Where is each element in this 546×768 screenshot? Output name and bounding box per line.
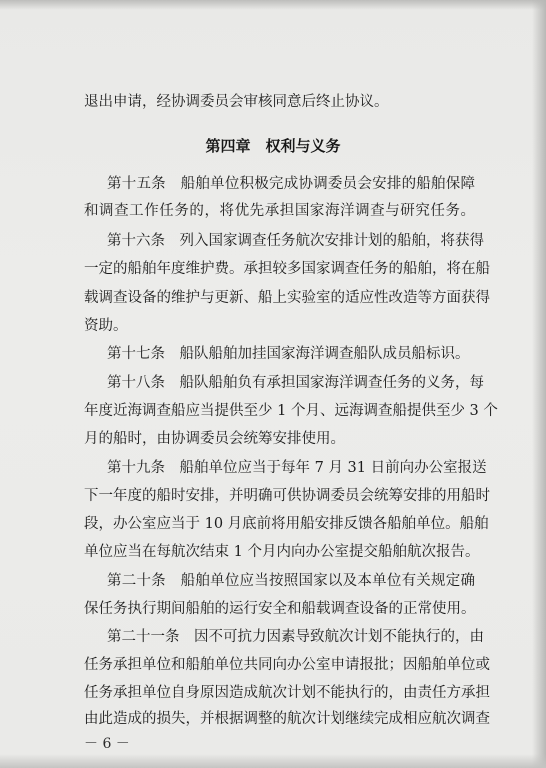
article-18-line-1: 第十八条 船队船舶负有承担国家海洋调查任务的义务，每: [107, 375, 484, 391]
chapter-heading: 第四章 权利与义务: [205, 137, 341, 155]
opening-line: 退出申请，经协调委员会审核同意后终止协议。: [84, 94, 389, 110]
scan-shadow-top: [0, 0, 546, 10]
scan-shadow-bottom: [0, 754, 546, 768]
article-20-line-2: 保任务执行期间船舶的运行安全和船载调查设备的正常使用。: [84, 601, 476, 617]
article-15-line-1: 第十五条 船舶单位积极完成协调委员会安排的船舶保障: [107, 176, 475, 192]
article-16-line-3: 载调查设备的维护与更新、船上实验室的适应性改造等方面获得: [84, 290, 490, 306]
article-18-line-2: 年度近海调查船应当提供至少 1 个月、远海调查船提供至少 3 个: [84, 403, 498, 419]
article-19-line-3: 段，办公室应当于 10 月底前将用船安排反馈各船舶单位。船舶: [84, 516, 489, 532]
scan-shadow-right: [532, 0, 546, 768]
article-17-line-1: 第十七条 船队船舶加挂国家海洋调查船队成员船标识。: [107, 346, 470, 362]
article-16-line-4: 资助。: [84, 318, 128, 334]
page-number: － 6 －: [84, 736, 130, 752]
article-18-line-3: 月的船时，由协调委员会统筹安排使用。: [84, 431, 345, 447]
article-21-line-2: 任务承担单位和船舶单位共同向办公室申请报批；因船舶单位或: [84, 657, 490, 673]
article-21-line-1: 第二十一条 因不可抗力因素导致航次计划不能执行的，由: [107, 629, 484, 645]
article-16-line-2: 一定的船舶年度维护费。承担较多国家调查任务的船舶，将在船: [84, 261, 490, 277]
article-19-line-1: 第十九条 船舶单位应当于每年 7 月 31 日前向办公室报送: [107, 460, 487, 476]
article-15-line-2: 和调查工作任务的，将优先承担国家海洋调查与研究任务。: [84, 203, 475, 219]
article-21-line-4: 由此造成的损失，并根据调整的航次计划继续完成相应航次调查: [84, 711, 490, 727]
article-21-line-3: 任务承担单位自身原因造成航次计划不能执行的，由责任方承担: [84, 685, 490, 701]
article-19-line-4: 单位应当在每航次结束 1 个月内向办公室提交船舶航次报告。: [84, 544, 480, 560]
article-16-line-1: 第十六条 列入国家调查任务航次安排计划的船舶，将获得: [107, 233, 484, 249]
article-19-line-2: 下一年度的船时安排，并明确可供协调委员会统筹安排的用船时: [84, 488, 490, 504]
article-20-line-1: 第二十条 船舶单位应当按照国家以及本单位有关规定确: [107, 573, 475, 589]
